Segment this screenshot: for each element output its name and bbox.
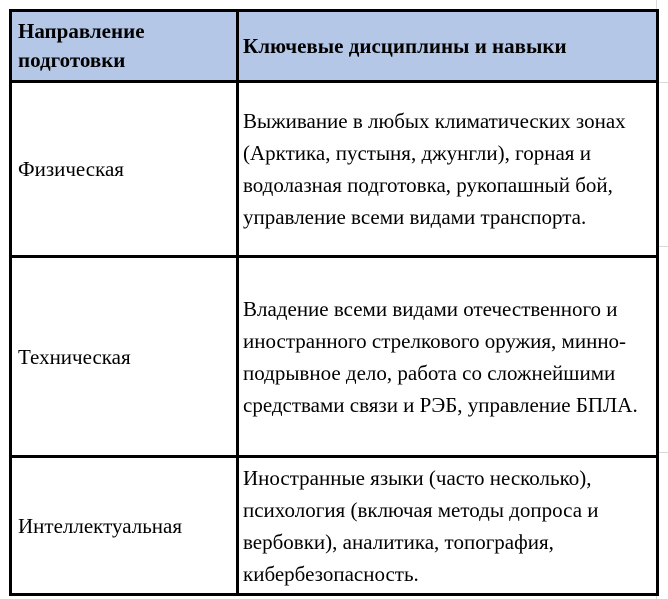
- direction-text: Техническая: [18, 344, 131, 369]
- table-row: [11, 82, 658, 257]
- cell-direction[interactable]: [11, 257, 238, 457]
- skills-text: Выживание в любых климатических зонах (Арктика, пустыня, джунгли), горная и водолазная подготовка, рукопашный бой, управление всеми видами транспорта.: [243, 109, 626, 229]
- cell-skills[interactable]: [238, 82, 658, 257]
- training-table: [9, 9, 659, 596]
- skills-text: Иностранные языки (часто несколько), психология (включая методы допроса и вербовки), аналитика, топография, кибербезопасность.: [243, 465, 599, 586]
- header-cell-skills[interactable]: [238, 11, 658, 82]
- cell-skills[interactable]: [238, 257, 658, 457]
- header-cell-direction[interactable]: [11, 11, 238, 82]
- direction-text: Физическая: [18, 157, 124, 181]
- cell-skills[interactable]: [238, 457, 658, 595]
- direction-text: Интеллектуальная: [18, 513, 183, 538]
- table-row: [11, 457, 658, 595]
- skills-text: Владение всеми видами отечественного и иностранного стрелкового оружия, минно-подрывное дело, работа со сложнейшими средствами связи и РЭБ, управление БПЛА.: [243, 296, 638, 417]
- header-direction-label: Направление подготовки: [18, 19, 145, 72]
- table-header-row: [11, 11, 658, 82]
- table-row: [11, 257, 658, 457]
- cell-direction[interactable]: [11, 457, 238, 595]
- header-skills-label: Ключевые дисциплины и навыки: [243, 33, 567, 58]
- cell-direction[interactable]: [11, 82, 238, 257]
